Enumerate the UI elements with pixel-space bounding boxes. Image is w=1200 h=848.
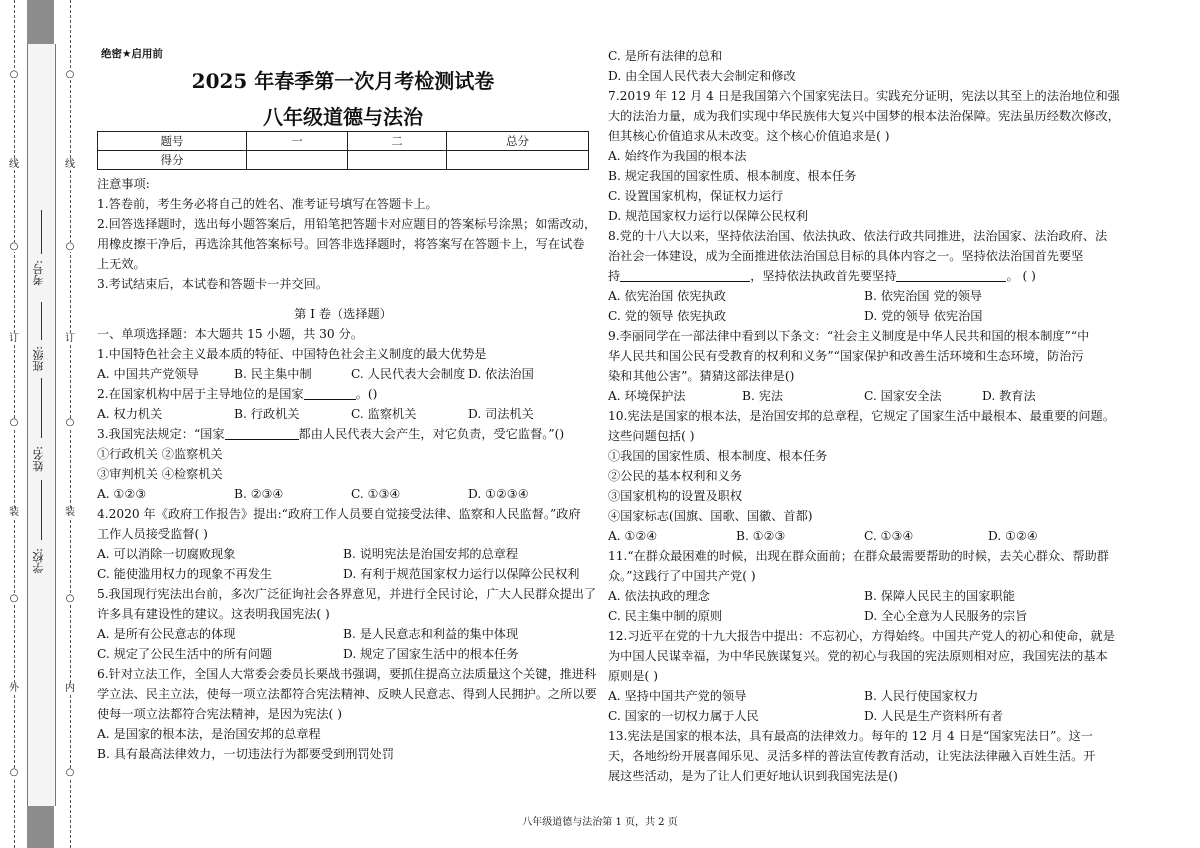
question-9-stem: 染和其他公害”。猜猜这部法律是() bbox=[608, 369, 795, 383]
option-b[interactable]: B. 保障人民民主的国家职能 bbox=[864, 589, 1015, 603]
option-c[interactable]: C. 能使滥用权力的现象不再发生 bbox=[97, 567, 273, 581]
answer-blank bbox=[896, 267, 1006, 282]
left-column bbox=[97, 174, 597, 764]
option-d[interactable]: D. 由全国人民代表大会制定和修改 bbox=[608, 69, 796, 83]
option-a[interactable]: A. 是所有公民意志的体现 bbox=[97, 627, 236, 641]
question-12-options bbox=[608, 686, 1148, 706]
inner-circle-mark: ○ bbox=[63, 768, 77, 778]
question-3-stem bbox=[97, 424, 589, 444]
question-11-stem: 众。”这践行了中国共产党( ) bbox=[608, 569, 756, 583]
option-a[interactable]: A. 坚持中国共产党的领导 bbox=[608, 689, 747, 703]
question-10-stem: 这些问题包括( ) bbox=[608, 429, 695, 443]
inner-circle-mark: ○ bbox=[63, 242, 77, 252]
right-column bbox=[608, 46, 1148, 786]
option-c[interactable]: C. 人民代表大会制度 bbox=[351, 367, 466, 381]
outer-label-staple: 订 bbox=[9, 333, 19, 344]
option-c[interactable]: C. ①③④ bbox=[351, 487, 401, 501]
option-a[interactable]: A. 依法执政的理念 bbox=[608, 589, 710, 603]
option-a[interactable]: A. 可以消除一切腐败现象 bbox=[97, 547, 236, 561]
inner-circle-mark: ○ bbox=[63, 70, 77, 80]
exam-number-label: 考号: bbox=[32, 260, 45, 286]
notes-line: 用橡皮擦干净后，再选涂其他答案标号。回答非选择题时，将答案写在答题卡上，写在试卷 bbox=[97, 237, 585, 251]
question-8-options bbox=[608, 286, 1148, 306]
option-b[interactable]: B. ②③④ bbox=[234, 487, 284, 501]
question-4-stem: 工作人员接受监督( ) bbox=[97, 527, 208, 541]
question-3-options bbox=[97, 484, 589, 504]
question-11-options bbox=[608, 606, 1148, 626]
notes-line: 3.考试结束后，本试卷和答题卡一并交回。 bbox=[97, 277, 329, 291]
question-5-options bbox=[97, 644, 589, 664]
question-12-stem: 12.习近平在党的十九大报告中提出：不忘初心，方得始终。中国共产党人的初心和使命，就是 bbox=[608, 629, 1115, 643]
score-table bbox=[97, 131, 589, 170]
section-title: 第 I 卷（选择题） bbox=[294, 307, 392, 321]
binding-margin bbox=[0, 0, 86, 848]
option-b[interactable]: B. ①②③ bbox=[736, 529, 786, 543]
option-c[interactable]: C. 规定了公民生活中的所有问题 bbox=[97, 647, 273, 661]
question-8-fill bbox=[608, 266, 1148, 286]
option-b[interactable]: B. 行政机关 bbox=[234, 407, 300, 421]
question-9-stem: 华人民共和国公民有受教育的权利和义务”“国家保护和改善生活环境和生态环境，防治污 bbox=[608, 349, 1084, 363]
option-c[interactable]: C. 民主集中制的原则 bbox=[608, 609, 723, 623]
question-10-item: ④国家标志(国旗、国歌、国徽、首都) bbox=[608, 509, 813, 523]
class-blank[interactable] bbox=[41, 302, 42, 340]
answer-blank bbox=[620, 267, 750, 282]
option-b[interactable]: B. 宪法 bbox=[742, 389, 784, 403]
question-10-item: ①我国的国家性质、根本制度、根本任务 bbox=[608, 449, 828, 463]
inner-label-line: 线 bbox=[65, 159, 75, 170]
option-d[interactable]: D. 有利于规范国家权力运行以保障公民权利 bbox=[343, 567, 580, 581]
outer-circle-mark: ○ bbox=[7, 70, 21, 80]
question-4-options bbox=[97, 544, 589, 564]
option-d[interactable]: D. ①②③④ bbox=[468, 487, 529, 501]
answer-blank bbox=[304, 385, 356, 400]
question-6-stem: 使每一项立法都符合宪法精神，是因为宪法( ) bbox=[97, 707, 342, 721]
option-c[interactable]: C. 是所有法律的总和 bbox=[608, 49, 723, 63]
question-5-stem: 5.我国现行宪法出台前，多次广泛征询社会各界意见，并进行全民讨论，广大人民群众提出了 bbox=[97, 587, 597, 601]
option-b[interactable]: B. 规定我国的国家性质、根本制度、根本任务 bbox=[608, 169, 857, 183]
outer-label-bind: 装 bbox=[9, 507, 19, 518]
question-4-options bbox=[97, 564, 589, 584]
option-c[interactable]: C. 国家安全法 bbox=[864, 389, 942, 403]
question-8-fill-end: 。 ( ) bbox=[1006, 269, 1036, 283]
outer-label-outside: 外 bbox=[9, 683, 19, 694]
question-6-stem: 学立法、民主立法，使每一项立法都符合宪法精神、反映人民意志、得到人民拥护。之所以要 bbox=[97, 687, 597, 701]
page-footer: 八年级道德与法治第 1 页，共 2 页 bbox=[522, 817, 678, 828]
question-2-stem bbox=[97, 384, 589, 404]
question-9-options bbox=[608, 386, 1148, 406]
score-cell[interactable] bbox=[247, 151, 348, 170]
option-d[interactable]: D. 教育法 bbox=[982, 389, 1036, 403]
school-label: 学校: bbox=[32, 548, 45, 574]
score-header-cell: 二 bbox=[348, 132, 447, 151]
question-1-options bbox=[97, 364, 589, 384]
outer-circle-mark: ○ bbox=[7, 594, 21, 604]
outer-label-line: 线 bbox=[9, 159, 19, 170]
confidential-mark: 绝密★启用前 bbox=[101, 48, 163, 60]
option-b[interactable]: B. 具有最高法律效力，一切违法行为都要受到刑罚处罚 bbox=[97, 747, 395, 761]
question-1-stem: 1.中国特色社会主义最本质的特征、中国特色社会主义制度的最大优势是 bbox=[97, 347, 487, 361]
score-cell[interactable] bbox=[447, 151, 589, 170]
option-b[interactable]: B. 人民行使国家权力 bbox=[864, 689, 979, 703]
exam-title: 2025 年春季第一次月考检测试卷 bbox=[191, 69, 495, 93]
score-table-header-row bbox=[98, 132, 589, 151]
question-10-item: ③国家机构的设置及职权 bbox=[608, 489, 743, 503]
notes-line: 上无效。 bbox=[97, 257, 146, 271]
question-13-stem: 13.宪法是国家的根本法，具有最高的法律效力。每年的 12 月 4 日是“国家宪法日”。这一 bbox=[608, 729, 1093, 743]
question-5-stem: 许多具有建设性的建议。这表明我国宪法( ) bbox=[97, 607, 330, 621]
question-7-stem: 7.2019 年 12 月 4 日是我国第六个国家宪法日。实践充分证明，宪法以其至上的法治地位和强 bbox=[608, 89, 1120, 103]
option-a[interactable]: A. 环境保护法 bbox=[608, 389, 686, 403]
answer-blank bbox=[225, 425, 299, 440]
question-3-item: ③审判机关 ④检察机关 bbox=[97, 467, 223, 481]
name-blank[interactable] bbox=[41, 378, 42, 438]
option-a[interactable]: A. 权力机关 bbox=[97, 407, 163, 421]
option-a[interactable]: A. 依宪治国 依宪执政 bbox=[608, 289, 726, 303]
question-13-stem: 天，各地纷纷开展喜闻乐见、灵活多样的普法宣传教育活动，让宪法法律融入百姓生活。开 bbox=[608, 749, 1096, 763]
school-blank[interactable] bbox=[41, 480, 42, 540]
notes-line: 1.答卷前，考生务必将自己的姓名、准考证号填写在答题卡上。 bbox=[97, 197, 438, 211]
option-b[interactable]: B. 民主集中制 bbox=[234, 367, 312, 381]
question-8-fill-text: ，坚持依法执政首先要坚持 bbox=[750, 269, 897, 283]
option-d[interactable]: D. 规范国家权力运行以保障公民权利 bbox=[608, 209, 808, 223]
option-b[interactable]: B. 是人民意志和利益的集中体现 bbox=[343, 627, 519, 641]
option-b[interactable]: B. 依宪治国 党的领导 bbox=[864, 289, 983, 303]
option-c[interactable]: C. ①③④ bbox=[864, 529, 914, 543]
question-12-stem: 为中国人民谋幸福，为中华民族谋复兴。党的初心与我国的宪法原则相对应，我国宪法的基本 bbox=[608, 649, 1108, 663]
question-13-stem: 展这些活动，是为了让人们更好地认识到我国宪法是() bbox=[608, 769, 898, 783]
question-3-stem-end: 都由人民代表大会产生，对它负责，受它监督。”() bbox=[298, 427, 565, 441]
option-d[interactable]: D. 规定了国家生活中的根本任务 bbox=[343, 647, 519, 661]
option-b[interactable]: B. 说明宪法是治国安邦的总章程 bbox=[343, 547, 519, 561]
exam-number-blank[interactable] bbox=[41, 210, 42, 254]
outer-circle-mark: ○ bbox=[7, 768, 21, 778]
question-4-stem: 4.2020 年《政府工作报告》提出:“政府工作人员要自觉接受法律、监察和人民监督。”政府 bbox=[97, 507, 581, 521]
question-7-stem: 但其核心价值追求从未改变。这个核心价值追求是( ) bbox=[608, 129, 890, 143]
option-a[interactable]: A. 是国家的根本法，是治国安邦的总章程 bbox=[97, 727, 321, 741]
inner-label-bind: 装 bbox=[65, 507, 75, 518]
question-8-options bbox=[608, 306, 1148, 326]
option-a[interactable]: A. ①②③ bbox=[97, 487, 147, 501]
notes-title: 注意事项: bbox=[97, 177, 150, 191]
binding-bar-top bbox=[27, 0, 54, 44]
inner-label-inside: 内 bbox=[65, 683, 75, 694]
name-label: 姓名: bbox=[32, 446, 45, 472]
section-intro: 一、单项选择题：本大题共 15 小题，共 30 分。 bbox=[97, 327, 363, 341]
score-cell[interactable] bbox=[348, 151, 447, 170]
inner-circle-mark: ○ bbox=[63, 418, 77, 428]
student-info-fields bbox=[28, 250, 54, 600]
notes-line: 2.回答选择题时，选出每小题答案后，用铅笔把答题卡对应题目的答案标号涂黑；如需改动， bbox=[97, 217, 597, 231]
question-8-stem: 治社会一体建设，成为全面推进依法治国总目标的具体内容之一。坚持依法治国首先要坚 bbox=[608, 249, 1084, 263]
score-table-score-row bbox=[98, 151, 589, 170]
option-d[interactable]: D. 人民是生产资料所有者 bbox=[864, 709, 1003, 723]
question-11-options bbox=[608, 586, 1148, 606]
option-d[interactable]: D. ①②④ bbox=[988, 529, 1038, 543]
question-2-stem-text: 2.在国家机构中居于主导地位的是国家 bbox=[97, 387, 304, 401]
question-7-stem: 大的法治力量，成为我们实现中华民族伟大复兴中国梦的根本法治保障。宪法虽历经数次修改， bbox=[608, 109, 1120, 123]
score-header-cell: 总分 bbox=[447, 132, 589, 151]
option-a[interactable]: A. 中国共产党领导 bbox=[97, 367, 199, 381]
option-d[interactable]: D. 依法治国 bbox=[468, 367, 534, 381]
question-12-options bbox=[608, 706, 1148, 726]
question-8-fill-text: 持 bbox=[608, 269, 621, 283]
question-9-stem: 9.李丽同学在一部法律中看到以下条文：“社会主义制度是中华人民共和国的根本制度”“中 bbox=[608, 329, 1090, 343]
question-11-stem: 11.“在群众最困难的时候，出现在群众面前；在群众最需要帮助的时候，去关心群众、帮助群 bbox=[608, 549, 1109, 563]
outer-circle-mark: ○ bbox=[7, 418, 21, 428]
question-10-item: ②公民的基本权利和义务 bbox=[608, 469, 743, 483]
score-row-label: 得分 bbox=[98, 151, 247, 170]
inner-label-staple: 订 bbox=[65, 333, 75, 344]
inner-circle-mark: ○ bbox=[63, 594, 77, 604]
outer-circle-mark: ○ bbox=[7, 242, 21, 252]
question-6-stem: 6.针对立法工作，全国人大常委会委员长栗战书强调，要抓住提高立法质量这个关键，推进科 bbox=[97, 667, 597, 681]
option-d[interactable]: D. 司法机关 bbox=[468, 407, 534, 421]
option-c[interactable]: C. 国家的一切权力属于人民 bbox=[608, 709, 759, 723]
score-header-cell: 一 bbox=[247, 132, 348, 151]
question-5-options bbox=[97, 624, 589, 644]
question-8-stem: 8.党的十八大以来，坚持依法治国、依法执政、依法行政共同推进，法治国家、法治政府、法 bbox=[608, 229, 1108, 243]
question-3-stem-text: 3.我国宪法规定：“国家 bbox=[97, 427, 225, 441]
question-10-stem: 10.宪法是国家的根本法，是治国安邦的总章程，它规定了国家生活中最根本、最重要的问题。 bbox=[608, 409, 1115, 423]
option-c[interactable]: C. 监察机关 bbox=[351, 407, 417, 421]
option-a[interactable]: A. 始终作为我国的根本法 bbox=[608, 149, 747, 163]
option-d[interactable]: D. 党的领导 依宪治国 bbox=[864, 309, 983, 323]
question-2-stem-end: 。() bbox=[355, 387, 378, 401]
question-12-stem: 原则是( ) bbox=[608, 669, 658, 683]
class-label: 班级: bbox=[32, 346, 45, 372]
option-c[interactable]: C. 设置国家机构，保证权力运行 bbox=[608, 189, 784, 203]
question-3-item: ①行政机关 ②监察机关 bbox=[97, 447, 223, 461]
score-header-cell: 题号 bbox=[98, 132, 247, 151]
question-10-options bbox=[608, 526, 1148, 546]
option-c[interactable]: C. 党的领导 依宪执政 bbox=[608, 309, 727, 323]
exam-subject: 八年级道德与法治 bbox=[263, 105, 423, 129]
option-a[interactable]: A. ①②④ bbox=[608, 529, 658, 543]
question-2-options bbox=[97, 404, 589, 424]
option-d[interactable]: D. 全心全意为人民服务的宗旨 bbox=[864, 609, 1028, 623]
